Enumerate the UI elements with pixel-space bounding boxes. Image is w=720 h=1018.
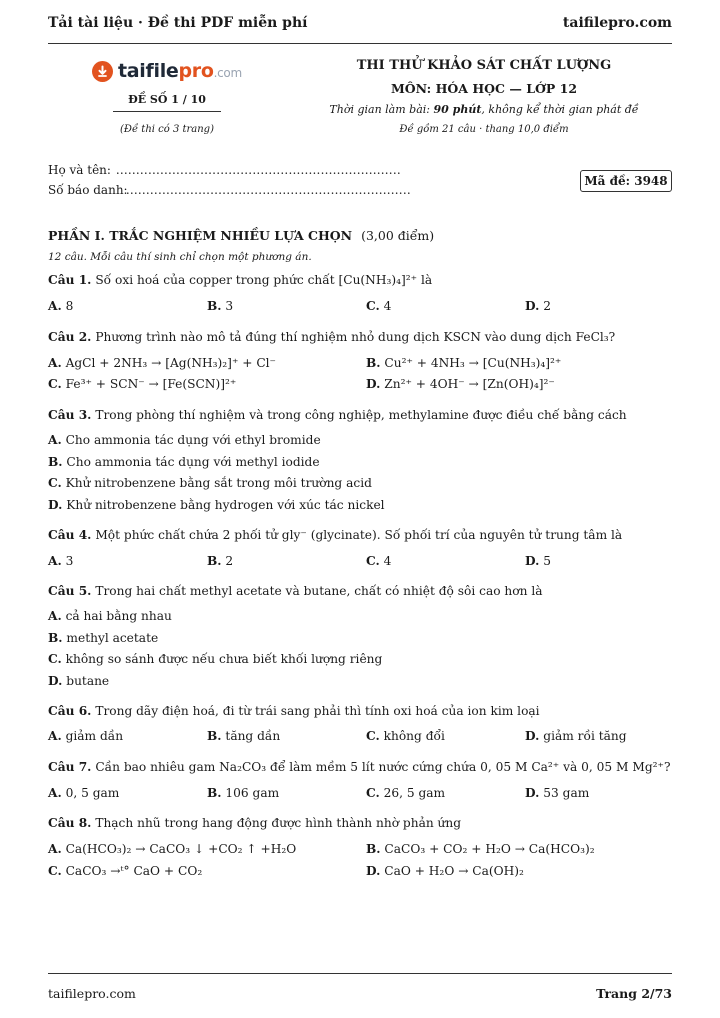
footer-site-link[interactable]: taifilepro.com: [48, 986, 136, 1001]
q4-option-b[interactable]: B. 2: [207, 554, 234, 568]
name-field: [48, 163, 401, 177]
q1-option-a[interactable]: A. 8: [48, 299, 74, 313]
page-header: [48, 12, 672, 34]
q2-option-a[interactable]: A. AgCl + 2NH₃ → [Ag(NH₃)₂]⁺ + Cl⁻: [48, 356, 276, 370]
question-2: Câu 2. Phương trình nào mô tả đúng thí nghiệm nhỏ dung dịch KSCN vào dung dịch FeCl₃?: [48, 330, 616, 344]
exam-subject: MÔN: HÓA HỌC — LỚP 12: [390, 81, 578, 96]
q5-option-c[interactable]: C. không so sánh được nếu chưa biết khối lượng riêng: [48, 652, 383, 666]
footer-divider: [48, 973, 672, 974]
page-number: Trang 2/73: [596, 986, 672, 1001]
question-1: Câu 1. Số oxi hoá của copper trong phức chất [Cu(NH₃)₄]²⁺ là: [48, 273, 433, 287]
download-icon: [92, 61, 113, 82]
q3-option-c[interactable]: C. Khử nitrobenzene bằng sắt trong môi trường acid: [48, 476, 372, 490]
q6-option-b[interactable]: B. tăng dần: [207, 729, 281, 743]
question-3: Câu 3. Trong phòng thí nghiệm và trong công nghiệp, methylamine được điều chế bằng cách: [48, 408, 627, 422]
q1-option-d[interactable]: D. 2: [525, 299, 552, 313]
question-8: Câu 8. Thạch nhũ trong hang động được hình thành nhờ phản ứng: [48, 816, 462, 830]
name-label: Họ và tên:: [48, 163, 111, 177]
section-points: (3,00 điểm): [361, 228, 435, 243]
q2-option-c[interactable]: C. Fe³⁺ + SCN⁻ → [Fe(SCN)]²⁺: [48, 377, 237, 391]
q7-option-d[interactable]: D. 53 gam: [525, 786, 590, 800]
q6-option-a[interactable]: A. giảm dần: [48, 729, 124, 743]
candidate-id-label: Số báo danh:: [48, 183, 128, 197]
q8-option-d[interactable]: D. CaO + H₂O → Ca(OH)₂: [366, 864, 524, 878]
site-logo[interactable]: [92, 60, 242, 82]
q5-option-d[interactable]: D. butane: [48, 674, 110, 688]
exam-pages-note: (Đề thi có 3 trang): [120, 124, 214, 135]
q1-option-c[interactable]: C. 4: [366, 299, 392, 313]
question-7: Câu 7. Cần bao nhiêu gam Na₂CO₃ để làm mềm 5 lít nước cứng chứa 0, 05 M Ca²⁺ và 0, 05 M Mg²⁺?: [48, 760, 671, 774]
logo-wordmark: taifilepro.com: [118, 60, 242, 82]
exam-info: Đề gồm 21 câu · thang 10,0 điểm: [399, 124, 569, 135]
candidate-id-dots: .......................................................................: [125, 183, 411, 197]
header-site-link[interactable]: taifilepro.com: [562, 15, 672, 31]
section-title: PHẦN I. TRẮC NGHIỆM NHIỀU LỰA CHỌN: [48, 228, 353, 243]
exam-title: THI THỬ KHẢO SÁT CHẤT LƯỢNG: [356, 58, 612, 73]
question-4: Câu 4. Một phức chất chứa 2 phối tử gly⁻ (glycinate). Số phối trí của nguyên tử trung tâm là: [48, 528, 623, 542]
page-footer: [48, 986, 672, 1001]
section-note: 12 câu. Mỗi câu thí sinh chỉ chọn một phương án.: [48, 251, 312, 263]
candidate-id-field: [48, 183, 411, 197]
exam-code-badge: Mã đề: 3948: [580, 170, 672, 192]
q5-option-a[interactable]: A. cả hai bằng nhau: [48, 609, 172, 623]
q7-option-c[interactable]: C. 26, 5 gam: [366, 786, 446, 800]
exam-time: Thời gian làm bài: 90 phút, không kể thời gian phát đề: [329, 103, 639, 116]
q2-option-d[interactable]: D. Zn²⁺ + 4OH⁻ → [Zn(OH)₄]²⁻: [366, 377, 555, 391]
q6-option-c[interactable]: C. không đổi: [366, 729, 445, 743]
question-5: Câu 5. Trong hai chất methyl acetate và butane, chất có nhiệt độ sôi cao hơn là: [48, 584, 543, 598]
q6-option-d[interactable]: D. giảm rồi tăng: [525, 729, 627, 743]
q7-option-b[interactable]: B. 106 gam: [207, 786, 280, 800]
q5-option-b[interactable]: B. methyl acetate: [48, 631, 159, 645]
q8-option-b[interactable]: B. CaCO₃ + CO₂ + H₂O → Ca(HCO₃)₂: [366, 842, 595, 856]
exam-number: ĐỀ SỐ 1 / 10: [113, 93, 221, 112]
q4-option-d[interactable]: D. 5: [525, 554, 552, 568]
name-dots: .......................................................................: [115, 163, 401, 177]
q3-option-a[interactable]: A. Cho ammonia tác dụng với ethyl bromide: [48, 433, 321, 447]
q3-option-d[interactable]: D. Khử nitrobenzene bằng hydrogen với xúc tác nickel: [48, 498, 385, 512]
q4-option-c[interactable]: C. 4: [366, 554, 392, 568]
q8-option-a[interactable]: A. Ca(HCO₃)₂ → CaCO₃ ↓ +CO₂ ↑ +H₂O: [48, 842, 297, 856]
q4-option-a[interactable]: A. 3: [48, 554, 74, 568]
header-left-text: Tải tài liệu · Đề thi PDF miễn phí: [48, 15, 308, 31]
header-divider: [48, 43, 672, 44]
q8-option-c[interactable]: C. CaCO₃ →ᵗ° CaO + CO₂: [48, 864, 203, 878]
q2-option-b[interactable]: B. Cu²⁺ + 4NH₃ → [Cu(NH₃)₄]²⁺: [366, 356, 562, 370]
q3-option-b[interactable]: B. Cho ammonia tác dụng với methyl iodide: [48, 455, 320, 469]
question-6: Câu 6. Trong dãy điện hoá, đi từ trái sang phải thì tính oxi hoá của ion kim loại: [48, 704, 540, 718]
q7-option-a[interactable]: A. 0, 5 gam: [48, 786, 120, 800]
q1-option-b[interactable]: B. 3: [207, 299, 234, 313]
section-heading: [48, 228, 434, 243]
